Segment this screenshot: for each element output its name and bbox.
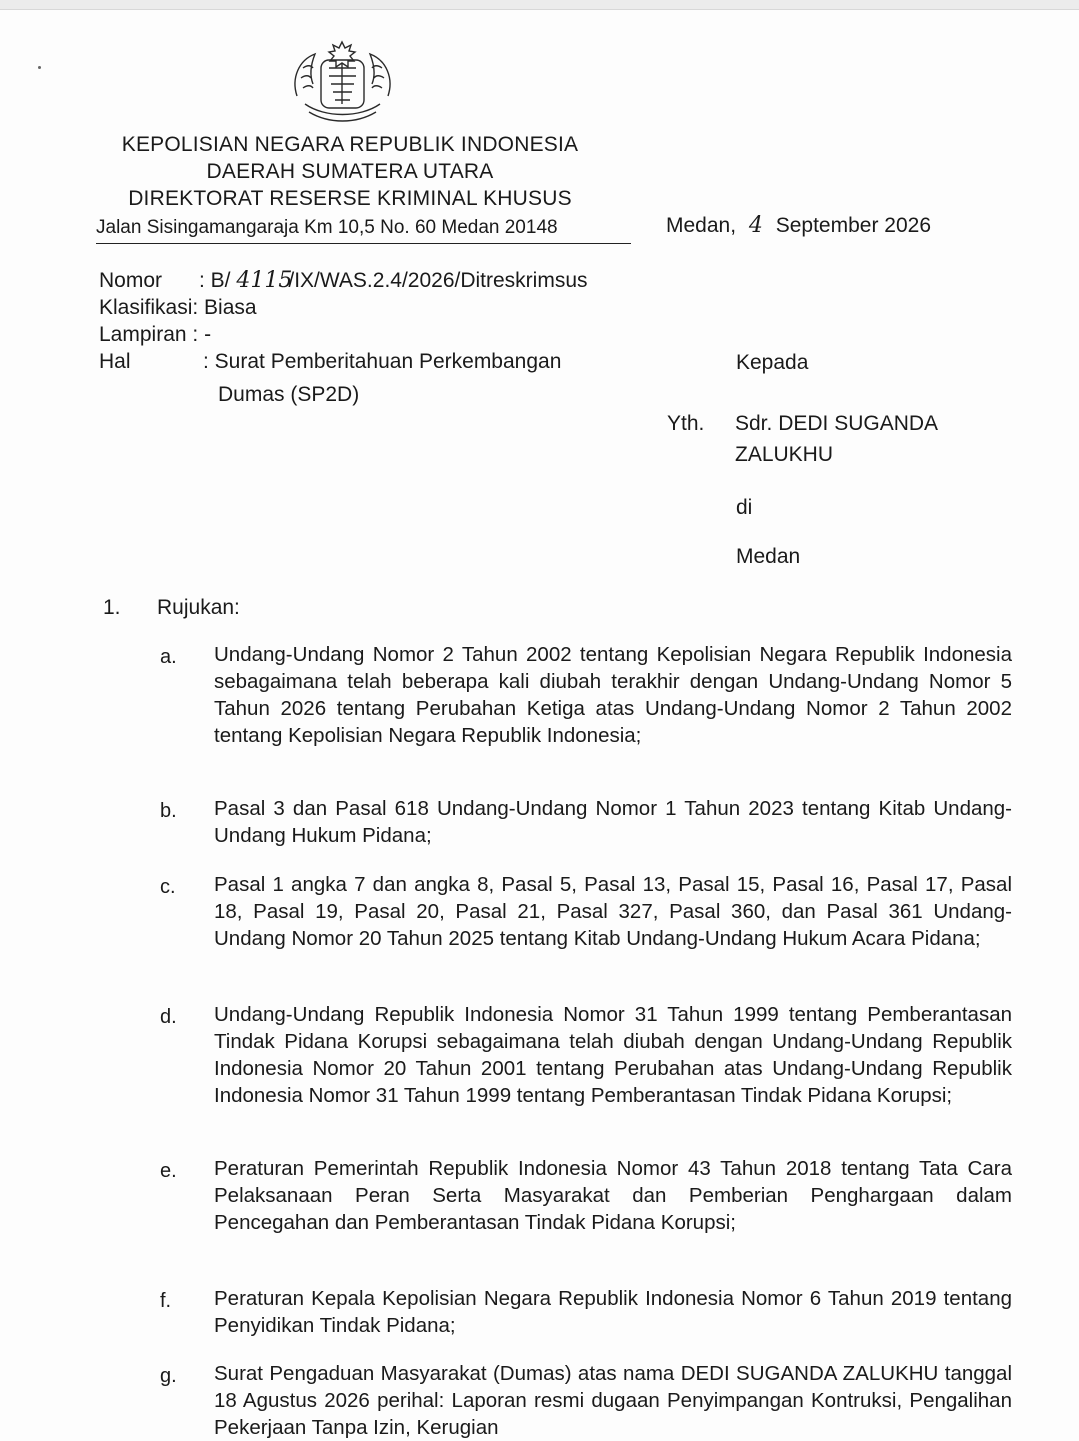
nomor-handwritten: 4115	[236, 268, 293, 293]
list-item-text: Surat Pengaduan Masyarakat (Dumas) atas nama DEDI SUGANDA ZALUKHU tanggal 18 Agustus 2026 perihal: Laporan resmi dugaan Penyimpangan Kontruksi, Pengalihan Pekerjaan Tanpa Izin, Kerugian	[214, 1362, 1012, 1439]
list-item-text: Pasal 3 dan Pasal 618 Undang-Undang Nomor 1 Tahun 2023 tentang Kitab Undang- Undang Hukum Pidana;	[214, 797, 1012, 847]
top-border	[0, 0, 1079, 10]
list-item-text: Pasal 1 angka 7 dan angka 8, Pasal 5, Pasal 13, Pasal 15, Pasal 16, Pasal 17, Pasal 18, Pasal 19, Pasal 20, Pasal 21, Pasal 327, Pasal 360, dan Pasal 361 Undang-Undang Nomor 20 Tahun 2025 tentang Kitab Undang-Undang Hukum Acara Pidana;	[214, 873, 1012, 950]
org-name-line-3: DIREKTORAT RESERSE KRIMINAL KHUSUS	[128, 187, 572, 210]
list-item-marker: b.	[160, 800, 177, 822]
lampiran-value: : -	[192, 323, 212, 346]
yth-label: Yth.	[667, 412, 705, 435]
date-city: Medan,	[666, 214, 737, 237]
recipient-name-line-1: Sdr. DEDI SUGANDA	[735, 412, 939, 435]
org-name-line-2: DAERAH SUMATERA UTARA	[206, 160, 494, 183]
list-item-text: Undang-Undang Nomor 2 Tahun 2002 tentang Kepolisian Negara Republik Indonesia sebagaimana telah beberapa kali diubah terakhir dengan Undang-Undang Nomor 5 Tahun 2026 tentang Perubahan Ketiga atas Undang-Undang Nomor 2 Tahun 2002 tentang Kepolisian Negara Republik Indonesia;	[214, 643, 1012, 747]
letter-date	[666, 212, 931, 240]
list-item-marker: d.	[160, 1006, 177, 1028]
list-item-marker: a.	[160, 646, 177, 668]
recipient-name-line-2: ZALUKHU	[735, 443, 834, 466]
scan-speck	[38, 66, 41, 69]
klasifikasi-row	[99, 295, 257, 321]
nomor-row	[99, 268, 588, 294]
list-item-text: Peraturan Pemerintah Republik Indonesia Nomor 43 Tahun 2018 tentang Tata Cara Pelaksanaan Peran Serta Masyarakat dan Pemberian Penghargaan dalam Pencegahan dan Pemberantasan Tindak Pidana Korupsi;	[214, 1157, 1012, 1234]
list-item-marker: e.	[160, 1160, 177, 1182]
recipient-di: di	[736, 496, 753, 519]
nomor-prefix: : B/	[199, 269, 231, 292]
list-item-marker: c.	[160, 876, 176, 898]
kepada-label: Kepada	[736, 351, 809, 374]
section-number: 1.	[103, 596, 121, 619]
nomor-label: Nomor	[99, 269, 163, 292]
org-address: Jalan Sisingamangaraja Km 10,5 No. 60 Medan 20148	[96, 216, 631, 244]
org-name-line-1: KEPOLISIAN NEGARA REPUBLIK INDONESIA	[121, 133, 579, 156]
klasifikasi-value: : Biasa	[192, 296, 257, 319]
section-title: Rujukan:	[157, 596, 240, 619]
hal-label: Hal	[99, 350, 131, 373]
list-item-marker: g.	[160, 1365, 177, 1387]
date-month-year: September 2026	[775, 214, 932, 237]
hal-line-2: Dumas (SP2D)	[218, 383, 360, 406]
hal-line-1: : Surat Pemberitahuan Perkembangan	[203, 350, 562, 373]
date-day-handwritten: 4	[748, 213, 763, 238]
police-emblem-icon	[285, 38, 400, 128]
recipient-place: Medan	[736, 545, 801, 568]
nomor-suffix: /IX/WAS.2.4/2026/Ditreskrimsus	[288, 269, 588, 292]
lampiran-row	[99, 322, 211, 348]
list-item-text: Undang-Undang Republik Indonesia Nomor 31 Tahun 1999 tentang Pemberantasan Tindak Pidana Korupsi sebagaimana telah diubah dengan Undang-Undang Republik Indonesia Nomor 20 Tahun 2001 tentang Perubahan atas Undang-Undang Republik Indonesia Nomor 31 Tahun 1999 tentang Pemberantasan Tindak Pidana Korupsi;	[214, 1003, 1012, 1107]
klasifikasi-label: Klasifikasi	[99, 296, 193, 319]
hal-row	[99, 349, 561, 375]
lampiran-label: Lampiran	[99, 323, 187, 346]
list-item-text: Peraturan Kepala Kepolisian Negara Republik Indonesia Nomor 6 Tahun 2019 tentang Penyidikan Tindak Pidana;	[214, 1287, 1012, 1337]
list-item-marker: f.	[160, 1290, 172, 1312]
